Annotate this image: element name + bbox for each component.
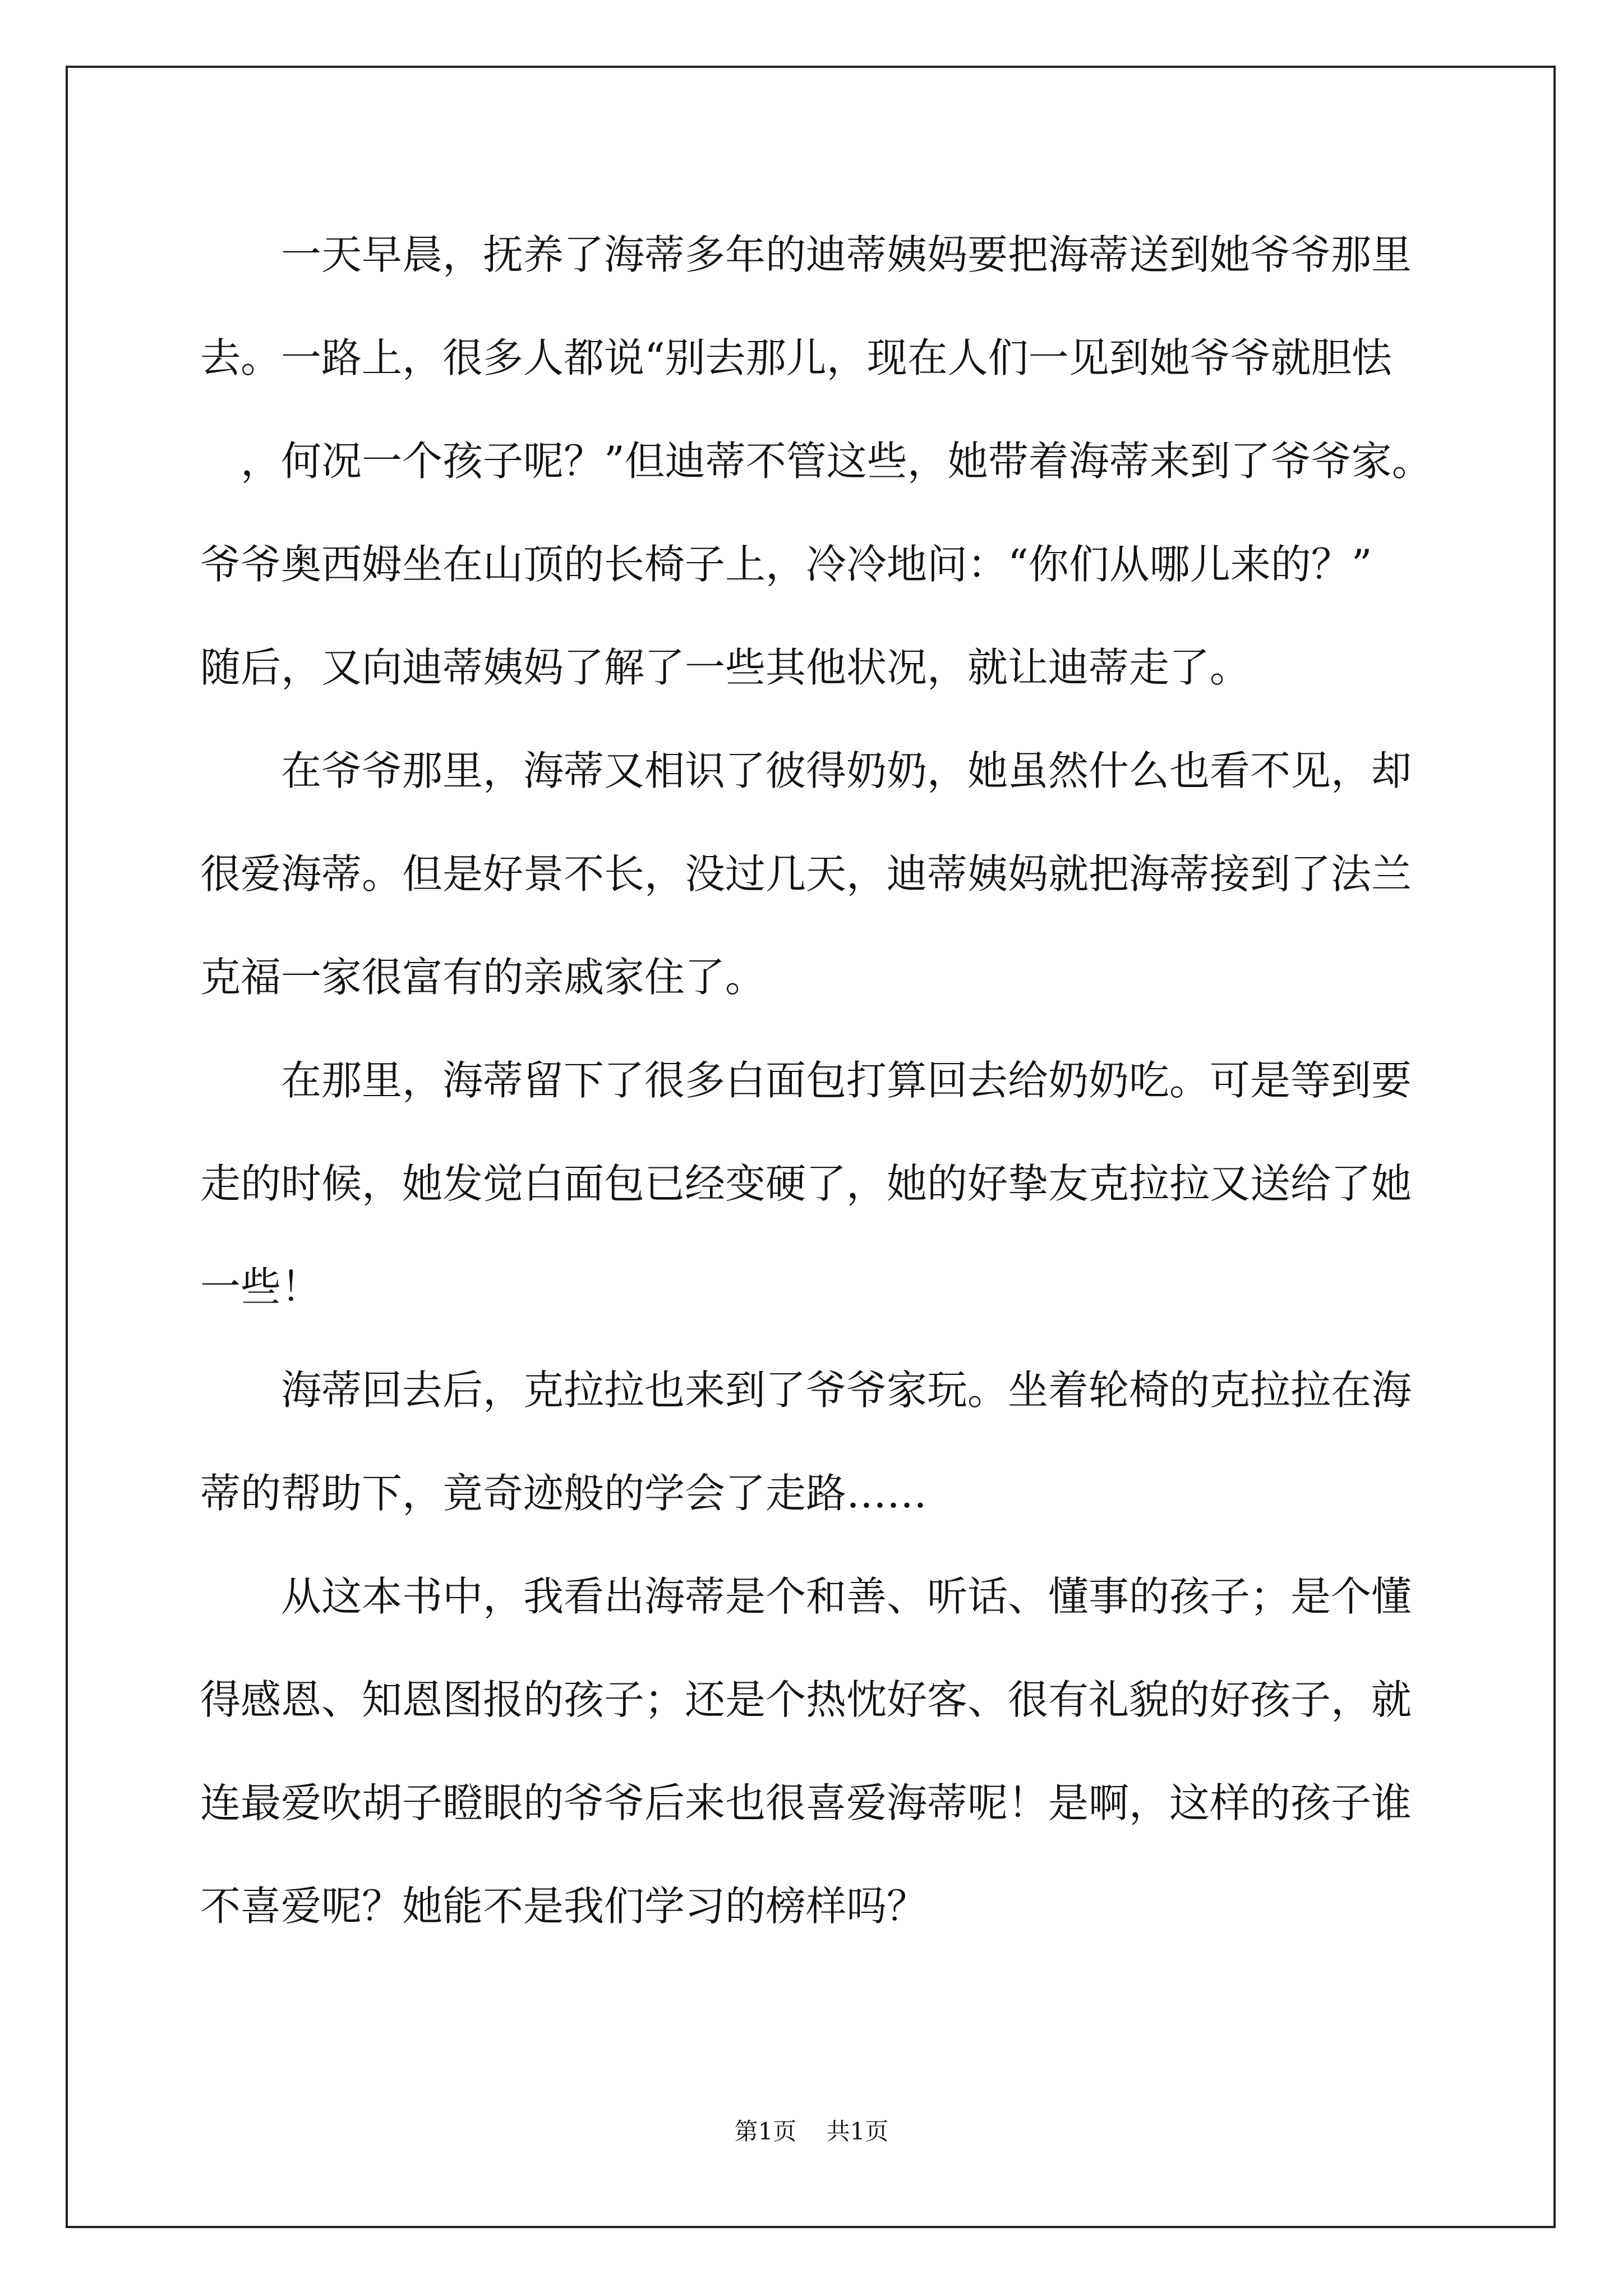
text-line: 海蒂回去后，克拉拉也来到了爷爷家玩。坐着轮椅的克拉拉在海 bbox=[200, 1366, 1412, 1414]
text-line: 走的时候，她发觉白面包已经变硬了，她的好挚友克拉拉又送给了她 bbox=[200, 1160, 1412, 1207]
text-line: 连最爱吹胡子瞪眼的爷爷后来也很喜爱海蒂呢！是啊，这样的孩子谁 bbox=[200, 1779, 1412, 1826]
page-number: 第1页 bbox=[734, 2118, 797, 2145]
page-footer bbox=[0, 2115, 1623, 2148]
text-line: 蒂的帮助下，竟奇迹般的学会了走路…… bbox=[200, 1470, 928, 1517]
text-line: 得感恩、知恩图报的孩子；还是个热忱好客、很有礼貌的好孩子，就 bbox=[200, 1676, 1412, 1723]
text-line: 在那里，海蒂留下了很多白面包打算回去给奶奶吃。可是等到要 bbox=[200, 1057, 1412, 1104]
text-line: 在爷爷那里，海蒂又相识了彼得奶奶，她虽然什么也看不见，却 bbox=[200, 747, 1412, 794]
text-line: 爷爷奥西姆坐在山顶的长椅子上，冷冷地问：“你们从哪儿来的？” bbox=[200, 541, 1372, 588]
document-body bbox=[200, 203, 1434, 1958]
text-line: 很爱海蒂。但是好景不长，没过几天，迪蒂姨妈就把海蒂接到了法兰 bbox=[200, 850, 1412, 898]
text-line: ，何况一个孩子呢？”但迪蒂不管这些，她带着海蒂来到了爷爷家。 bbox=[200, 438, 1432, 485]
text-line: 一天早晨，抚养了海蒂多年的迪蒂姨妈要把海蒂送到她爷爷那里 bbox=[200, 231, 1412, 278]
text-line: 从这本书中，我看出海蒂是个和善、听话、懂事的孩子；是个懂 bbox=[200, 1573, 1412, 1620]
page-total: 共1页 bbox=[826, 2118, 889, 2145]
text-line: 去。一路上，很多人都说“别去那儿，现在人们一见到她爷爷就胆怯 bbox=[200, 334, 1392, 381]
text-line: 不喜爱呢？她能不是我们学习的榜样吗？ bbox=[200, 1883, 928, 1930]
text-line: 随后，又向迪蒂姨妈了解了一些其他状况，就让迪蒂走了。 bbox=[200, 644, 1251, 691]
text-line: 克福一家很富有的亲戚家住了。 bbox=[200, 954, 766, 1001]
text-line: 一些！ bbox=[200, 1263, 322, 1310]
